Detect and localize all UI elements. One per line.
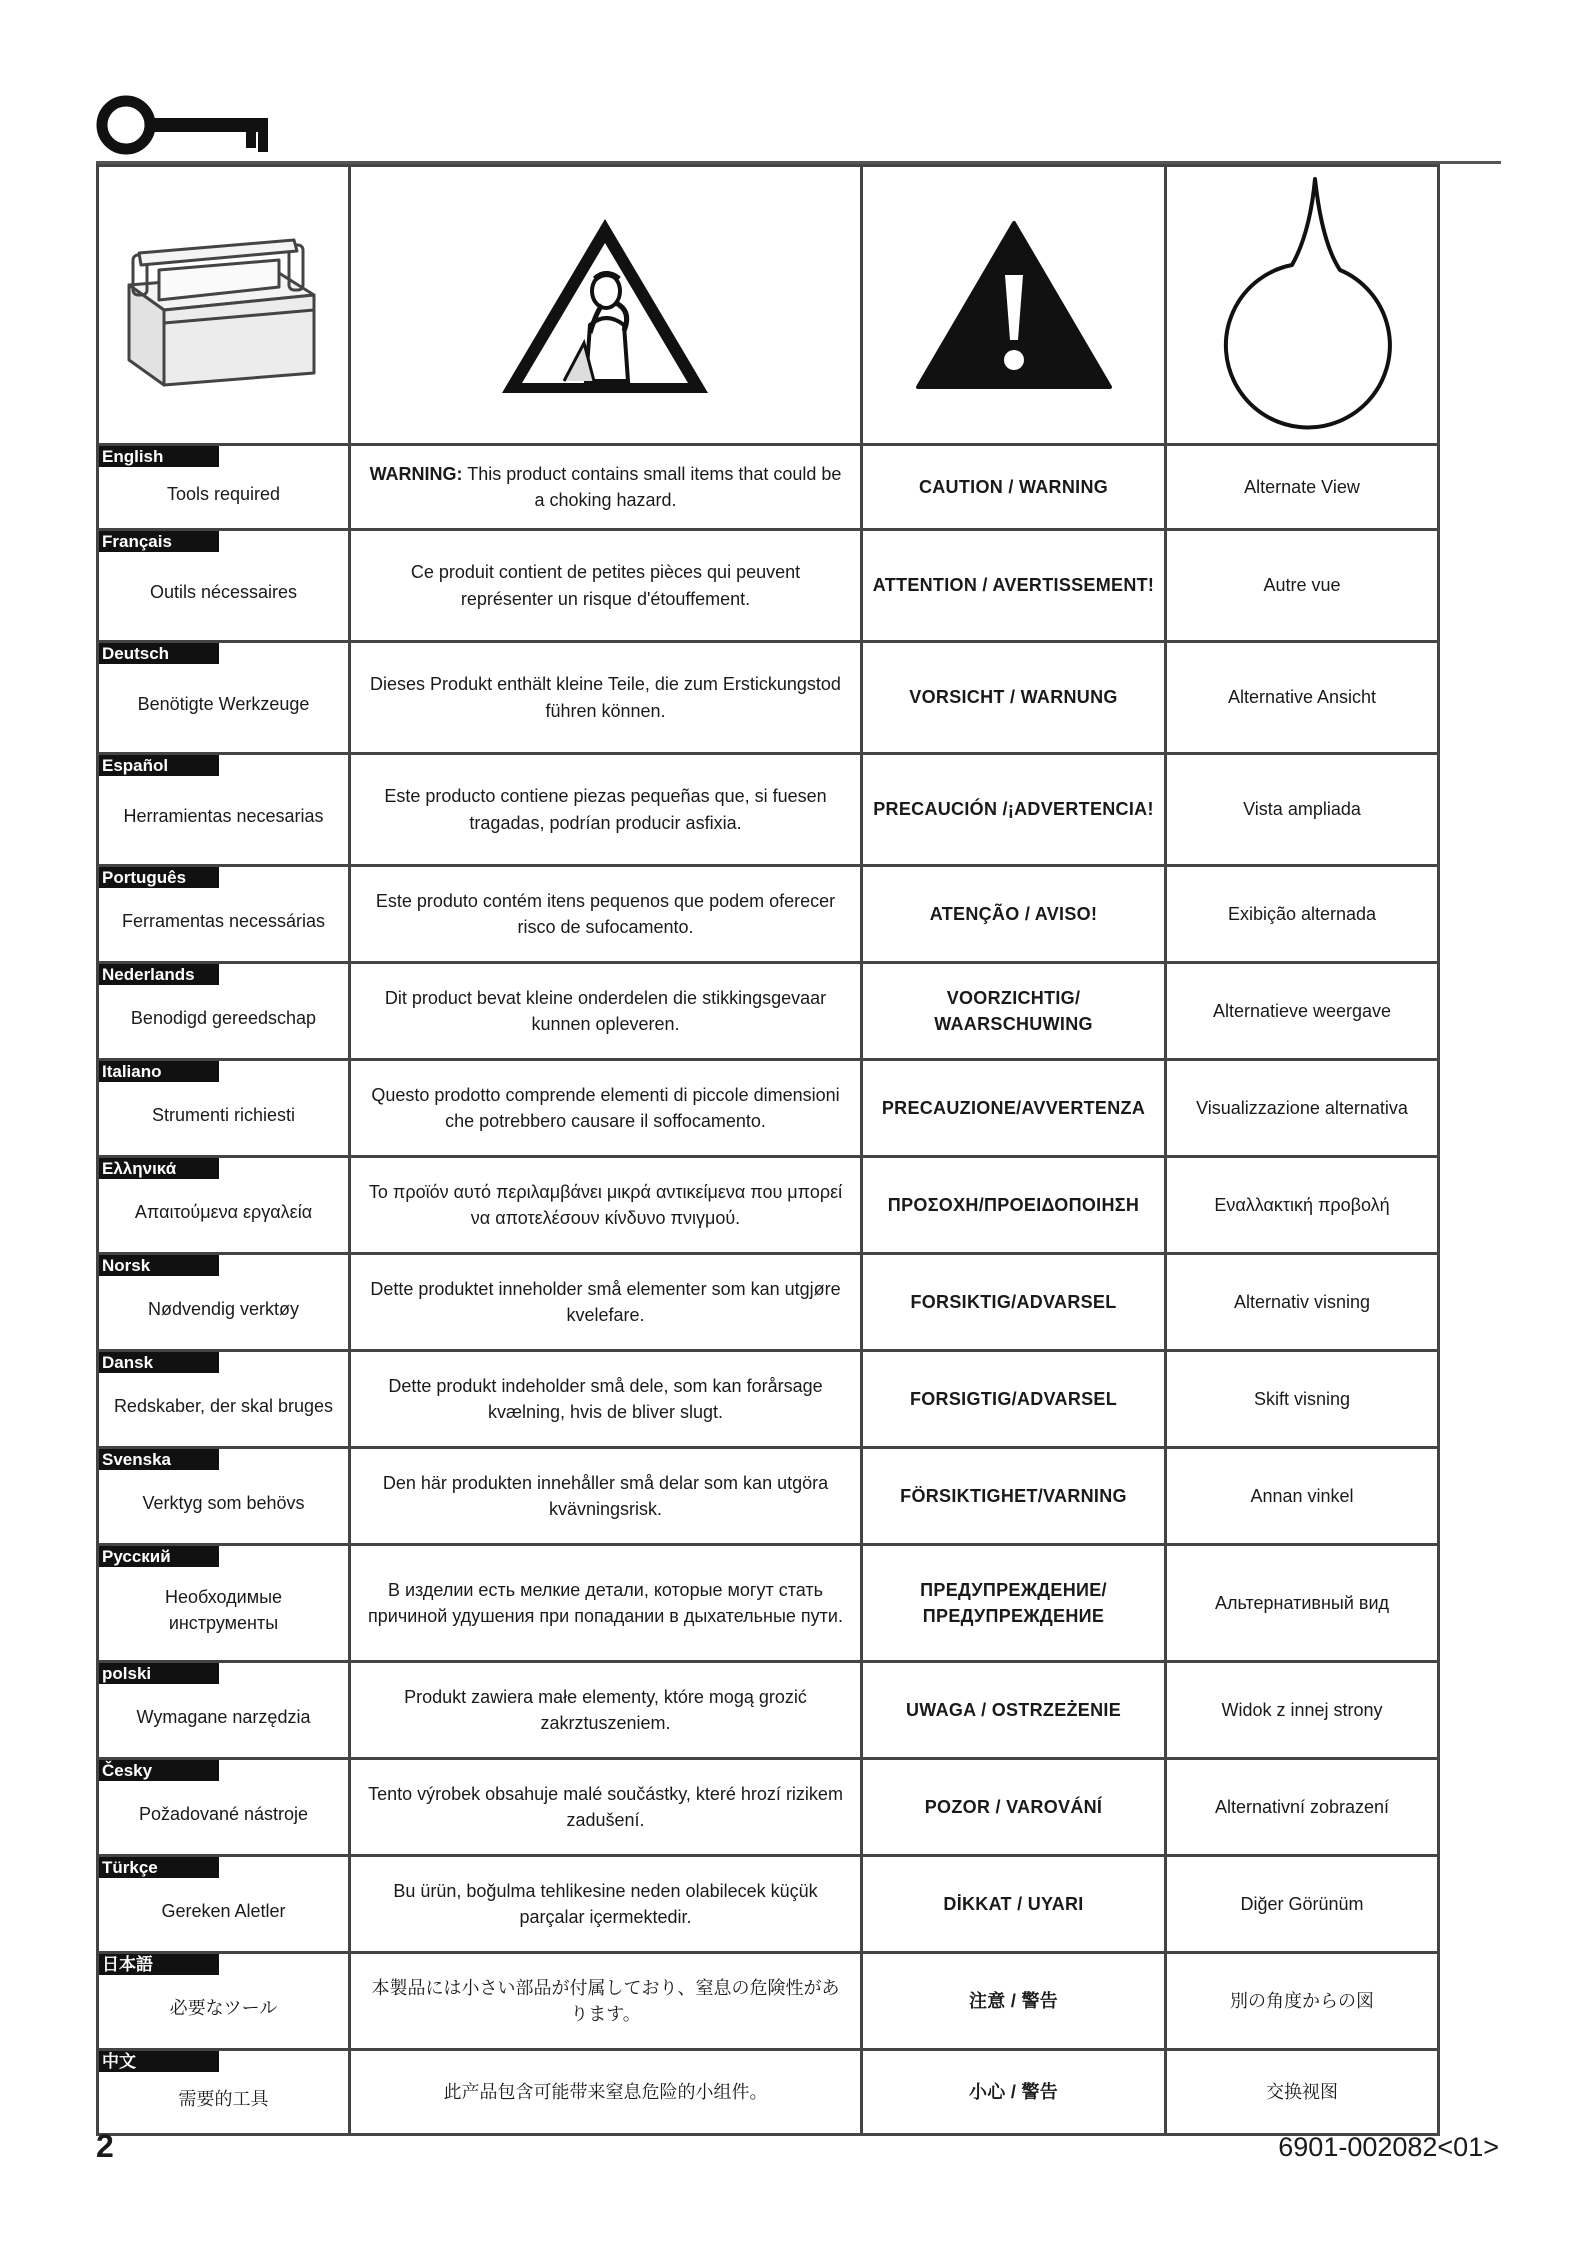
caution-cell: [862, 2050, 1166, 2135]
choking-warning-cell: [350, 754, 862, 866]
tools-required-text: Nødvendig verktøy: [147, 1298, 300, 1319]
tools-required-text: Benodigd gereedschap: [130, 1007, 317, 1028]
tools-required-text: Strumenti richiesti: [151, 1104, 296, 1125]
tools-required-cell: [98, 2050, 350, 2135]
alternate-view-cell: [1166, 1157, 1439, 1254]
choking-warning-text: 本製品には小さい部品が付属しており、窒息の危険性があります。: [371, 1977, 840, 2024]
language-row: [98, 1157, 1439, 1254]
tools-required-cell: [98, 445, 350, 530]
alternate-view-text: Exibição alternada: [1227, 903, 1377, 924]
language-label: Türkçe: [99, 1857, 219, 1878]
language-label: Česky: [99, 1760, 219, 1781]
choking-warning-text: 此产品包含可能带来窒息危险的小组件。: [443, 2081, 768, 2102]
tools-required-cell: [98, 530, 350, 642]
caution-text: ΠΡΟΣΟΧΗ/ΠΡΟΕΙΔΟΠΟΙΗΣΗ: [887, 1194, 1140, 1215]
language-label: Nederlands: [99, 964, 219, 985]
tools-required-text: Tools required: [166, 483, 281, 504]
choking-warning-text: В изделии есть мелкие детали, которые могут стать причиной удушения при попадании в дыхательные пути.: [368, 1579, 843, 1626]
caution-cell: [862, 1351, 1166, 1448]
alternate-view-cell: [1166, 2050, 1439, 2135]
alternate-view-cell: [1166, 754, 1439, 866]
tools-required-cell: [98, 1545, 350, 1662]
tools-required-text: Požadované nástroje: [138, 1803, 309, 1824]
language-row: [98, 1448, 1439, 1545]
caution-cell: [862, 1545, 1166, 1662]
tools-required-text: Απαιτούμενα εργαλεία: [134, 1201, 313, 1222]
alternate-view-cell: [1166, 1759, 1439, 1856]
alternate-view-cell: [1166, 166, 1439, 445]
tools-required-cell: [98, 1953, 350, 2050]
tools-required-text: Redskaber, der skal bruges: [113, 1395, 334, 1416]
tools-required-cell: [98, 754, 350, 866]
alternate-view-cell: [1166, 866, 1439, 963]
tools-required-cell: [98, 963, 350, 1060]
language-label: 日本語: [99, 1954, 219, 1975]
alternate-view-text: Alternativní zobrazení: [1214, 1796, 1390, 1817]
language-label: Dansk: [99, 1352, 219, 1373]
caution-text: ATENÇÃO / AVISO!: [929, 903, 1098, 924]
caution-text: POZOR / VAROVÁNÍ: [924, 1796, 1103, 1817]
language-label: Italiano: [99, 1061, 219, 1082]
alternate-view-text: Diğer Görünüm: [1240, 1893, 1364, 1914]
choking-warning-cell: [350, 1545, 862, 1662]
language-row: [98, 1759, 1439, 1856]
warning-prefix: WARNING:: [369, 463, 463, 484]
choking-warning-cell: [350, 445, 862, 530]
choking-warning-text: Bu ürün, boğulma tehlikesine neden olabilecek küçük parçalar içermektedir.: [393, 1880, 818, 1927]
alternate-view-text: Alternatieve weergave: [1212, 1000, 1392, 1021]
alternate-view-cell: [1166, 530, 1439, 642]
language-row: [98, 642, 1439, 754]
choking-warning-cell: [350, 642, 862, 754]
choking-warning-cell: [350, 1856, 862, 1953]
language-row: [98, 2050, 1439, 2135]
language-row: [98, 866, 1439, 963]
caution-cell: [862, 166, 1166, 445]
choking-warning-cell: [350, 1448, 862, 1545]
tools-required-cell: [98, 1157, 350, 1254]
choking-warning-text: Ce produit contient de petites pièces qui peuvent représenter un risque d'étouffement.: [410, 562, 801, 609]
choking-warning-cell: [350, 1662, 862, 1759]
language-label: 中文: [99, 2051, 219, 2072]
caution-text: UWAGA / OSTRZEŻENIE: [905, 1699, 1122, 1720]
language-label: Norsk: [99, 1255, 219, 1276]
language-row: [98, 445, 1439, 530]
choking-warning-cell: [350, 963, 862, 1060]
choking-warning-cell: [350, 1157, 862, 1254]
caution-cell: [862, 866, 1166, 963]
tools-required-cell: [98, 1448, 350, 1545]
tools-required-text: Verktyg som behövs: [142, 1492, 305, 1513]
toolbox-cell: [98, 166, 350, 445]
alternate-view-text: Skift visning: [1253, 1388, 1351, 1409]
alternate-view-cell: [1166, 1953, 1439, 2050]
language-label: Français: [99, 531, 219, 552]
choking-warning-cell: [350, 1953, 862, 2050]
caution-cell: [862, 1448, 1166, 1545]
language-label: English: [99, 446, 219, 467]
caution-cell: [862, 530, 1166, 642]
alternate-view-cell: [1166, 1545, 1439, 1662]
document-code: 6901-002082<01>: [1278, 2132, 1499, 2162]
choking-hazard-icon: [498, 213, 713, 398]
language-row: [98, 530, 1439, 642]
alternate-view-text: 交换视图: [1266, 2081, 1338, 2102]
warning-triangle-icon: [914, 215, 1114, 395]
choking-warning-text: Den här produkten innehåller små delar som kan utgöra kvävningsrisk.: [382, 1472, 829, 1519]
icon-row: [98, 166, 1439, 445]
alternate-view-cell: [1166, 445, 1439, 530]
tools-required-cell: [98, 866, 350, 963]
caution-text: CAUTION / WARNING: [918, 476, 1109, 497]
caution-cell: [862, 445, 1166, 530]
caution-text: VORSICHT / WARNUNG: [909, 687, 1118, 708]
choking-warning-text: This product contains small items that could be a choking hazard.: [467, 463, 842, 510]
alternate-view-text: Alternativ visning: [1233, 1291, 1371, 1312]
choking-warning-text: Dit product bevat kleine onderdelen die stikkingsgevaar kunnen opleveren.: [384, 987, 827, 1034]
alternate-view-text: Vista ampliada: [1243, 799, 1361, 820]
caution-cell: [862, 1953, 1166, 2050]
caution-text: FORSIKTIG/ADVARSEL: [910, 1291, 1117, 1312]
caution-cell: [862, 1060, 1166, 1157]
language-label: Português: [99, 867, 219, 888]
language-label: Svenska: [99, 1449, 219, 1470]
choking-warning-text: Produkt zawiera małe elementy, które mogą grozić zakrztuszeniem.: [404, 1686, 807, 1733]
alternate-view-text: Annan vinkel: [1250, 1485, 1354, 1506]
language-row: [98, 1662, 1439, 1759]
alternate-view-cell: [1166, 1856, 1439, 1953]
caution-text: PRECAUCIÓN /¡ADVERTENCIA!: [873, 799, 1154, 820]
choking-warning-text: Tento výrobek obsahuje malé součástky, které hrozí rizikem zadušení.: [368, 1783, 843, 1830]
tools-required-cell: [98, 1060, 350, 1157]
toolbox-icon: [119, 215, 329, 395]
language-row: [98, 754, 1439, 866]
language-label: Español: [99, 755, 219, 776]
tools-required-text: Benötigte Werkzeuge: [137, 694, 310, 715]
caution-cell: [862, 1662, 1166, 1759]
choking-warning-text: Dette produktet inneholder små elementer som kan utgjøre kvelefare.: [370, 1278, 841, 1325]
language-row: [98, 1254, 1439, 1351]
language-row: [98, 1953, 1439, 2050]
tools-required-cell: [98, 1759, 350, 1856]
tools-required-text: Outils nécessaires: [149, 582, 298, 603]
language-row: [98, 963, 1439, 1060]
alternate-view-cell: [1166, 1351, 1439, 1448]
caution-text: 注意 / 警告: [968, 1990, 1059, 2011]
tools-required-text: Herramientas necesarias: [123, 806, 324, 827]
alternate-view-text: Альтернативный вид: [1214, 1592, 1389, 1613]
tools-required-text: Необходимые инструменты: [164, 1586, 283, 1633]
choking-warning-cell: [350, 1060, 862, 1157]
language-label: Ελληνικά: [99, 1158, 219, 1179]
alternate-view-text: Widok z innej strony: [1221, 1699, 1383, 1720]
tools-required-cell: [98, 642, 350, 754]
caution-cell: [862, 1856, 1166, 1953]
choking-warning-text: Dieses Produkt enthält kleine Teile, die zum Erstickungstod führen können.: [370, 674, 841, 721]
choking-warning-text: Este produto contém itens pequenos que podem oferecer risco de sufocamento.: [375, 890, 836, 937]
choking-warning-cell: [350, 530, 862, 642]
alternate-view-text: Εναλλακτική προβολή: [1214, 1194, 1390, 1215]
speech-bubble-icon: [1202, 173, 1402, 438]
choking-warning-text: Το προϊόν αυτό περιλαμβάνει μικρά αντικείμενα που μπορεί να αποτελέσουν κίνδυνο πνιγμού.: [368, 1181, 843, 1228]
caution-cell: [862, 1157, 1166, 1254]
page-number: 2: [96, 2128, 114, 2164]
tools-required-text: 需要的工具: [178, 2088, 269, 2109]
choking-warning-cell: [350, 866, 862, 963]
language-label: polski: [99, 1663, 219, 1684]
language-label: Русский: [99, 1546, 219, 1567]
alternate-view-text: Alternative Ansicht: [1227, 687, 1377, 708]
caution-cell: [862, 642, 1166, 754]
key-icon: [96, 92, 276, 162]
choking-warning-text: Dette produkt indeholder små dele, som kan forårsage kvælning, hvis de bliver slugt.: [388, 1375, 823, 1422]
caution-text: ATTENTION / AVERTISSEMENT!: [872, 575, 1155, 596]
caution-cell: [862, 963, 1166, 1060]
alternate-view-text: Autre vue: [1263, 575, 1341, 596]
tools-required-cell: [98, 1662, 350, 1759]
caution-text: DİKKAT / UYARI: [943, 1893, 1084, 1914]
tools-required-text: 必要なツール: [169, 1997, 278, 2018]
caution-text: 小心 / 警告: [968, 2081, 1059, 2102]
language-row: [98, 1060, 1439, 1157]
caution-text: PRECAUZIONE/AVVERTENZA: [881, 1097, 1146, 1118]
symbol-key-table: [96, 164, 1440, 2136]
choking-warning-text: Questo prodotto comprende elementi di piccole dimensioni che potrebbero causare il soffocamento.: [371, 1084, 840, 1131]
choking-warning-cell: [350, 2050, 862, 2135]
caution-text: VOORZICHTIG/ WAARSCHUWING: [934, 987, 1093, 1034]
choking-warning-text: Este producto contiene piezas pequeñas que, si fuesen tragadas, podrían producir asfixia.: [384, 786, 827, 833]
alternate-view-text: Alternate View: [1244, 476, 1360, 497]
alternate-view-cell: [1166, 963, 1439, 1060]
tools-required-text: Ferramentas necessárias: [121, 910, 326, 931]
alternate-view-cell: [1166, 1060, 1439, 1157]
alternate-view-cell: [1166, 1448, 1439, 1545]
alternate-view-text: 別の角度からの図: [1230, 1990, 1374, 2011]
tools-required-cell: [98, 1856, 350, 1953]
tools-required-cell: [98, 1351, 350, 1448]
caution-cell: [862, 1759, 1166, 1856]
tools-required-cell: [98, 1254, 350, 1351]
caution-cell: [862, 754, 1166, 866]
choking-warning-cell: [350, 1351, 862, 1448]
tools-required-text: Wymagane narzędzia: [136, 1706, 311, 1727]
alternate-view-text: Visualizzazione alternativa: [1196, 1097, 1408, 1118]
language-label: Deutsch: [99, 643, 219, 664]
choking-warning-cell: [350, 1759, 862, 1856]
language-row: [98, 1856, 1439, 1953]
alternate-view-cell: [1166, 1254, 1439, 1351]
language-row: [98, 1545, 1439, 1662]
caution-text: ПРЕДУПРЕЖДЕНИЕ/ ПРЕДУПРЕЖДЕНИЕ: [920, 1579, 1107, 1626]
alternate-view-cell: [1166, 642, 1439, 754]
choking-hazard-cell: [350, 166, 862, 445]
caution-cell: [862, 1254, 1166, 1351]
alternate-view-cell: [1166, 1662, 1439, 1759]
caution-text: FÖRSIKTIGHET/VARNING: [900, 1485, 1127, 1506]
language-row: [98, 1351, 1439, 1448]
tools-required-text: Gereken Aletler: [161, 1900, 286, 1921]
choking-warning-cell: [350, 1254, 862, 1351]
caution-text: FORSIGTIG/ADVARSEL: [909, 1388, 1118, 1409]
